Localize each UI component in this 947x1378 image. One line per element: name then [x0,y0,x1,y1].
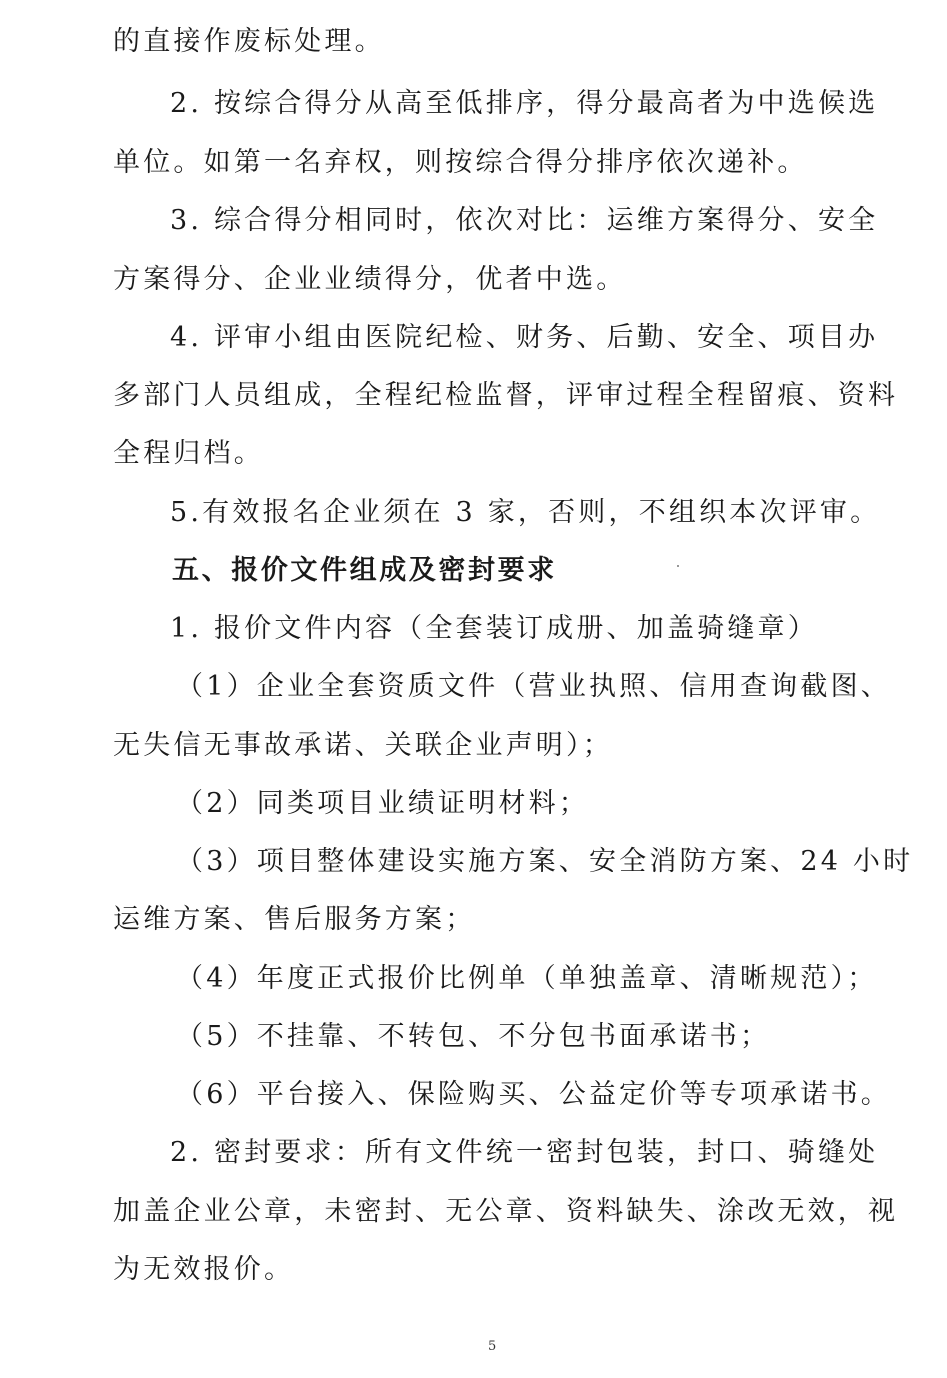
sub-item-1-line-1: 1. 报价文件内容（全套装订成册、加盖骑缝章） [170,613,818,644]
enum-item-5-line-1: （5）不挂靠、不转包、不分包书面承诺书； [176,1021,771,1052]
sub-item-2-line-2: 加盖企业公章，未密封、无公章、资料缺失、涂改无效，视 [113,1196,899,1227]
paragraph-line: 的直接作废标处理。 [113,26,385,57]
list-item-2-line-2: 单位。如第一名弃权，则按综合得分排序依次递补。 [113,147,808,178]
enum-item-6-line-1: （6）平台接入、保险购买、公益定价等专项承诺书。 [176,1079,891,1110]
list-item-2-line-1: 2. 按综合得分从高至低排序，得分最高者为中选候选 [170,88,879,119]
list-item-3-line-2: 方案得分、企业业绩得分，优者中选。 [113,264,627,295]
enum-item-3-line-1: （3）项目整体建设实施方案、安全消防方案、24 小时 [176,846,914,877]
enum-item-4-line-1: （4）年度正式报价比例单（单独盖章、清晰规范）； [176,963,878,994]
scan-speck [677,565,679,567]
enum-item-1-line-1: （1）企业全套资质文件（营业执照、信用查询截图、 [176,671,891,702]
enum-item-1-line-2: 无失信无事故承诺、关联企业声明）； [113,730,613,761]
sub-item-2-line-1: 2. 密封要求：所有文件统一密封包装，封口、骑缝处 [170,1137,879,1168]
list-item-4-line-3: 全程归档。 [113,438,264,469]
list-item-3-line-1: 3. 综合得分相同时，依次对比：运维方案得分、安全 [170,205,879,236]
enum-item-2-line-1: （2）同类项目业绩证明材料； [176,788,589,819]
section-heading: 五、报价文件组成及密封要求 [172,555,557,586]
page-number: 5 [488,1339,497,1354]
list-item-5-line-1: 5.有效报名企业须在 3 家，否则，不组织本次评审。 [170,497,881,528]
sub-item-2-line-3: 为无效报价。 [113,1254,295,1285]
list-item-4-line-2: 多部门人员组成，全程纪检监督，评审过程全程留痕、资料 [113,380,899,411]
enum-item-3-line-2: 运维方案、售后服务方案； [113,904,476,935]
list-item-4-line-1: 4. 评审小组由医院纪检、财务、后勤、安全、项目办 [170,322,879,353]
